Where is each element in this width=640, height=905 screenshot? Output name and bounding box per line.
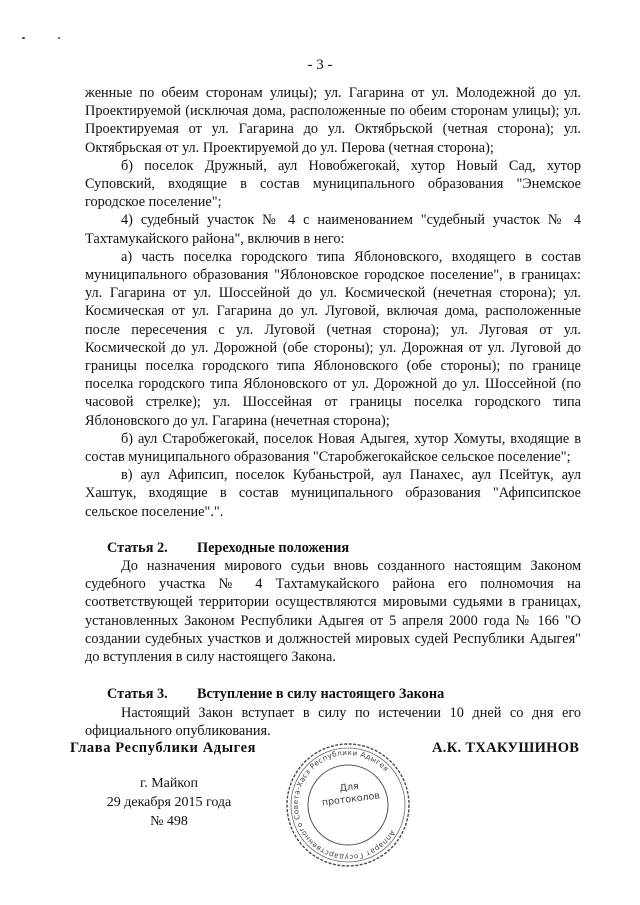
paragraph-item-4: 4) судебный участок № 4 с наименованием "судебный участок № 4 Тахтамукайского района", включив в него: — [85, 212, 581, 247]
article-2-text: До назначения мирового судьи вновь созданного настоящим Законом судебного участка № 4 Тахтамукайского района его полномочия на соответствующей территории осуществляются мировыми судьями в границах, установленных Законом Республики Адыгея от 5 апреля 2000 года № 166 "О создании судебных участков и должностей мировых судей Республики Адыгея" до вступления в силу настоящего Закона. — [85, 558, 581, 666]
article-3-text: Настоящий Закон вступает в силу по истечении 10 дней со дня его официального опубликования. — [85, 704, 581, 739]
article-3-heading — [85, 685, 581, 703]
scan-speck — [58, 37, 60, 39]
page-number: - 3 - — [307, 57, 333, 73]
article-3-number: Статья 3. — [107, 686, 168, 703]
signing-city: г. Майкоп — [140, 776, 198, 791]
official-stamp — [283, 740, 413, 870]
signing-date: 29 декабря 2015 года — [106, 795, 232, 810]
stamp-center-line-2: протоколов — [321, 790, 381, 809]
paragraph-item-v-afipsip: в) аул Афипсип, поселок Кубаньстрой, аул Панахес, аул Псейтук, аул Хаштук, входящие в состав муниципального образования "Афипсипское сельское поселение".". — [85, 467, 581, 520]
paragraph-item-b-starobzhegokay: б) аул Старобжегокай, поселок Новая Адыгея, хутор Хомуты, входящие в состав муниципального образования "Старобжегокайское сельское поселение"; — [85, 430, 581, 466]
law-number: № 498 — [150, 814, 188, 829]
article-2-title: Переходные положения — [197, 539, 350, 556]
article-2-heading — [85, 539, 581, 557]
paragraph-item-b-druzhny: б) поселок Дружный, аул Новобжегокай, хутор Новый Сад, хутор Суповский, входящие в состав муниципального образования "Энемское городское поселение"; — [85, 157, 581, 211]
svg-text:Аппарат Государственного Совет: Аппарат Государственного Совета-Хасэ Республики Адыгея — [290, 747, 398, 863]
signature-name: А.К. ТХАКУШИНОВ — [432, 740, 580, 756]
paragraph-item-a-yablonovsky: а) часть поселка городского типа Яблоновского, входящего в состав муниципального образования "Яблоновское городское поселение", в границах: ул. Гагарина от ул. Шоссейной до ул. Космической (нечетная сторона); ул. Космическая от ул. Гагарина до ул. Луговой, включая дома, расположенные после пересечения с ул. Луговой (четная сторона); ул. Луговая от ул. Космической до ул. Дорожной (обе стороны); ул. Дорожная от ул. Луговой до границы поселка городского типа Яблоновского (обе стороны); по границе поселка городского типа Яблоновского от ул. Дорожной до ул. Шоссейной (по часовой стрелке); ул. Шоссейная от границы поселка городского типа Яблоновского до ул. Гагарина (нечетная сторона); — [85, 248, 581, 429]
paragraph-continuation: женные по обеим сторонам улицы); ул. Гагарина от ул. Молодежной до ул. Проектируемой (исключая дома, расположенные по обеим сторонам улицы); ул. Проектируемая от ул. Гагарина до ул. Октябрьской (четная сторона); ул. Октябрьская от ул. Проектируемой до ул. Перова (четная сторона); — [85, 85, 581, 156]
signature-position: Глава Республики Адыгея — [70, 740, 257, 756]
article-2-number: Статья 2. — [107, 539, 168, 556]
stamp-center-line-1: Для — [338, 780, 360, 795]
document-body — [85, 84, 581, 740]
signing-details — [104, 774, 234, 831]
article-3-title: Вступление в силу настоящего Закона — [197, 686, 445, 703]
scan-speck — [22, 37, 25, 39]
